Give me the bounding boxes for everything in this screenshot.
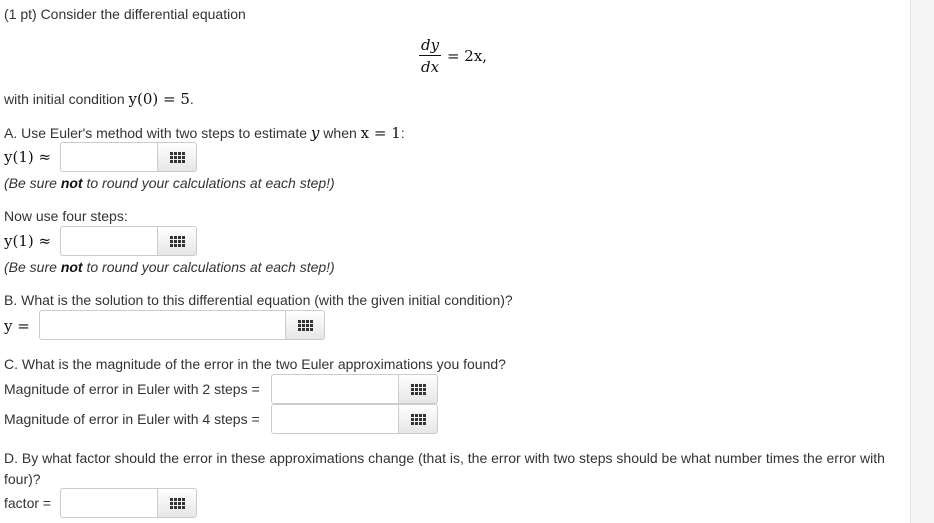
part-c-prompt: C. What is the magnitude of the error in the two Euler approximations you found?: [4, 356, 506, 372]
differential-equation: [419, 36, 487, 76]
part-a-prompt-var: y: [310, 124, 320, 142]
part-c-4-steps-input[interactable]: [271, 404, 398, 434]
grid-icon: [411, 384, 426, 395]
part-c-label-2-steps: Magnitude of error in Euler with 2 steps =: [4, 381, 260, 397]
grid-icon: [170, 498, 185, 509]
grid-icon: [170, 152, 185, 163]
part-a-answer-input[interactable]: [60, 142, 157, 172]
part-b-answer-label: y =: [4, 317, 30, 335]
part-a-equation-editor-button[interactable]: [157, 142, 197, 172]
equation-rhs: = 2x,: [446, 47, 488, 65]
equation-fraction: [419, 36, 441, 76]
part-a2-equation-editor-button[interactable]: [157, 226, 197, 256]
part-d-prompt-line-1: D. By what factor should the error in these approximations change (that is, the error with two steps should be what number times the error with: [4, 450, 885, 466]
initial-condition-text: with initial condition: [4, 91, 125, 107]
part-a2-hint: [4, 259, 335, 275]
part-b-prompt: B. What is the solution to this differential equation (with the given initial condition)?: [4, 292, 513, 308]
part-a2-prompt: Now use four steps:: [4, 208, 128, 224]
part-a-prompt-end: :: [400, 125, 405, 141]
part-a-hint: [4, 175, 335, 191]
part-a-prompt-math: x = 1: [360, 124, 401, 142]
part-a2-hint-post: to round your calculations at each step!): [86, 259, 335, 275]
part-b-answer-group: [39, 310, 325, 340]
grid-icon: [170, 236, 185, 247]
part-d-answer-label: factor =: [4, 495, 52, 511]
initial-condition-end: .: [189, 91, 194, 107]
part-a-prompt: [4, 124, 405, 142]
initial-condition-math: y(0) = 5: [128, 90, 190, 108]
part-a-hint-post: to round your calculations at each step!): [86, 175, 335, 191]
part-d-answer-group: [60, 488, 197, 518]
part-a2-answer-label: y(1) ≈: [4, 232, 52, 250]
part-a-hint-pre: (Be sure: [4, 175, 57, 191]
part-d-prompt-line-2: four)?: [4, 471, 41, 487]
part-a-prompt-when: when: [323, 125, 357, 141]
grid-icon: [411, 414, 426, 425]
part-a-prompt-text: A. Use Euler's method with two steps to estimate: [4, 125, 308, 141]
equation-numerator: dy: [421, 36, 440, 54]
part-c-2-steps-equation-editor-button[interactable]: [398, 374, 438, 404]
equation-denominator: dx: [421, 58, 440, 76]
part-a2-answer-group: [60, 226, 197, 256]
part-c-2-steps-input[interactable]: [271, 374, 398, 404]
part-b-answer-input[interactable]: [39, 310, 285, 340]
part-b-equation-editor-button[interactable]: [285, 310, 325, 340]
part-a-hint-bold: not: [60, 175, 83, 191]
problem-intro: (1 pt) Consider the differential equation: [4, 6, 246, 22]
part-a2-hint-pre: (Be sure: [4, 259, 57, 275]
part-c-4-steps-group: [271, 404, 438, 434]
part-d-equation-editor-button[interactable]: [157, 488, 197, 518]
part-c-2-steps-group: [271, 374, 438, 404]
part-a-answer-group: [60, 142, 197, 172]
part-a2-answer-input[interactable]: [60, 226, 157, 256]
part-a2-hint-bold: not: [60, 259, 83, 275]
part-c-label-4-steps: Magnitude of error in Euler with 4 steps =: [4, 411, 260, 427]
part-d-answer-input[interactable]: [60, 488, 157, 518]
part-c-4-steps-equation-editor-button[interactable]: [398, 404, 438, 434]
grid-icon: [298, 320, 313, 331]
part-a-answer-label: y(1) ≈: [4, 148, 52, 166]
initial-condition-line: [4, 90, 194, 108]
